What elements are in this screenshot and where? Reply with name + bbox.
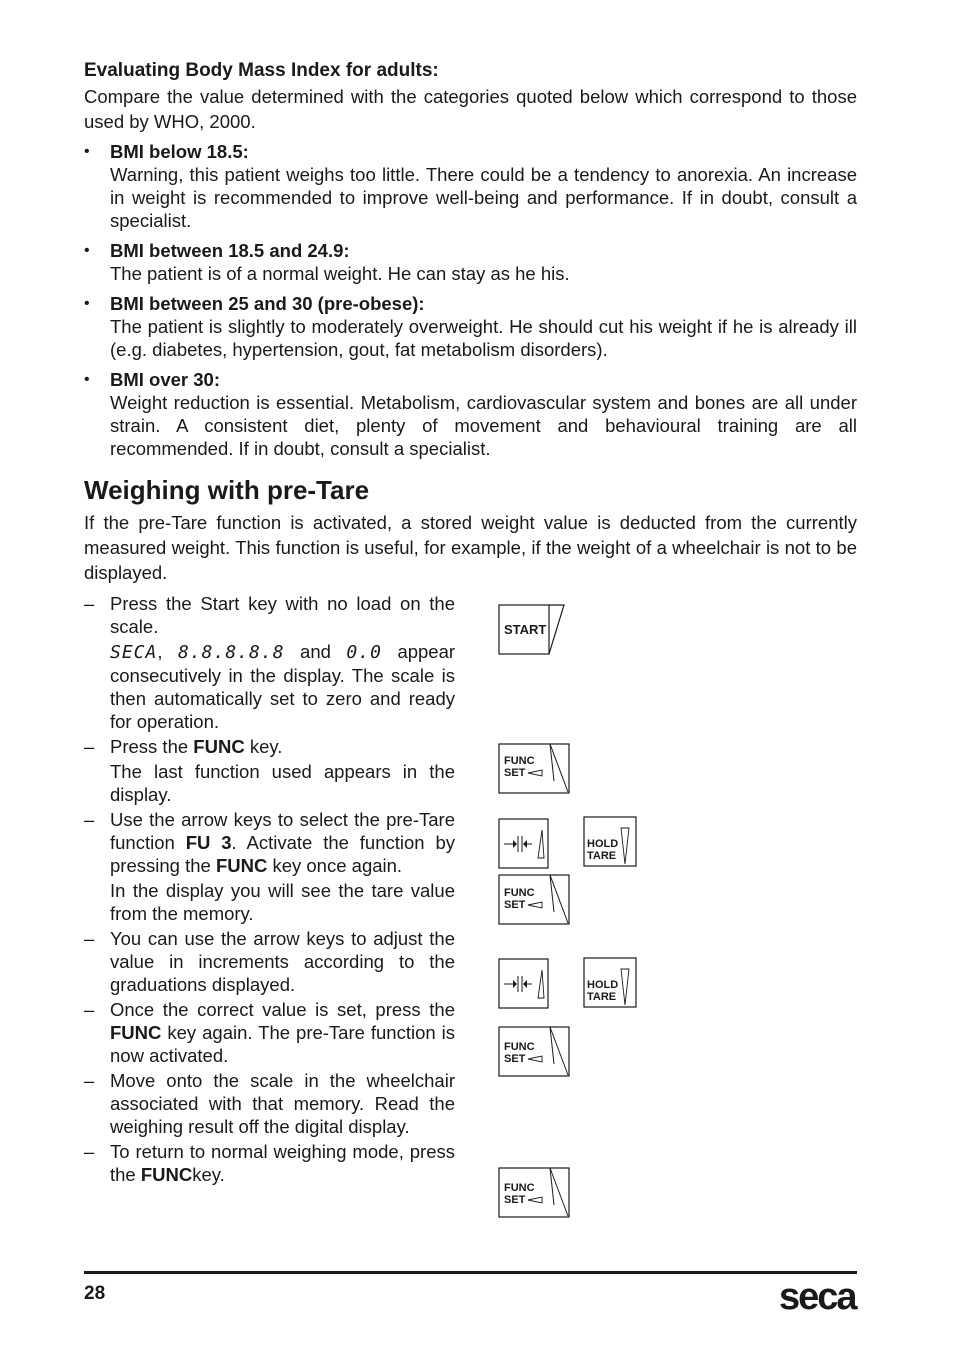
svg-text:TARE: TARE bbox=[587, 850, 617, 862]
svg-text:FUNC: FUNC bbox=[504, 887, 535, 899]
svg-text:TARE: TARE bbox=[587, 991, 617, 1003]
dash: – bbox=[84, 809, 95, 830]
svg-text:FUNC: FUNC bbox=[504, 755, 535, 767]
dash: – bbox=[84, 1141, 95, 1162]
svg-text:HOLD: HOLD bbox=[587, 838, 619, 850]
dash: – bbox=[84, 928, 95, 949]
svg-text:HOLD: HOLD bbox=[587, 979, 619, 991]
bmi-item-label: BMI between 18.5 and 24.9: bbox=[110, 240, 350, 261]
dash: – bbox=[84, 999, 95, 1020]
func-set-key bbox=[498, 743, 570, 795]
bmi-item-text: Weight reduction is essential. Metabolism, cardiovascular system and bones are all under strain. A consistent diet, plenty of movement and behavioural training are all recommended. If in doubt, consult a specialist. bbox=[110, 392, 857, 459]
svg-text:FUNC: FUNC bbox=[504, 1182, 535, 1194]
start-key-label: START bbox=[504, 622, 547, 637]
dash: – bbox=[84, 1070, 95, 1091]
svg-text:SET: SET bbox=[504, 1194, 526, 1206]
bullet: • bbox=[84, 143, 90, 160]
svg-text:SET: SET bbox=[504, 767, 526, 779]
svg-text:SET: SET bbox=[504, 1053, 526, 1065]
page-content bbox=[84, 58, 857, 585]
func-set-key bbox=[498, 874, 570, 926]
bmi-item-text: The patient is of a normal weight. He can stay as he his. bbox=[110, 263, 570, 284]
hold-tare-key bbox=[583, 957, 639, 1009]
pretare-intro: If the pre-Tare function is activated, a stored weight value is deducted from the currently measured weight. This function is useful, for example, if the weight of a wheelchair is not to be displayed. bbox=[84, 512, 857, 583]
dash: – bbox=[84, 736, 95, 757]
arrow-keys bbox=[498, 958, 550, 1010]
page-number: 28 bbox=[84, 1283, 106, 1304]
svg-text:FUNC: FUNC bbox=[504, 1041, 535, 1053]
start-key bbox=[498, 604, 566, 656]
step-3: – Use the arrow keys to select the pre-Tare function FU 3. Activate the function by pressing the FUNC key once again. In the display you will see the tare value from the memory. bbox=[84, 809, 456, 924]
step-7: – To return to normal weighing mode, press the FUNCkey. bbox=[84, 1141, 455, 1185]
bmi-item-label: BMI between 25 and 30 (pre-obese): bbox=[110, 293, 425, 314]
dash: – bbox=[84, 593, 95, 614]
step-text: Press the Start key with no load on the scale. bbox=[110, 593, 455, 637]
bmi-category-list bbox=[84, 140, 857, 460]
list-item bbox=[84, 239, 857, 285]
bmi-item-label: BMI below 18.5: bbox=[110, 141, 249, 162]
lcd-text: 8.8.8.8.8 bbox=[178, 642, 285, 663]
func-set-key bbox=[498, 1167, 570, 1219]
arrow-keys bbox=[498, 818, 550, 870]
list-item bbox=[84, 292, 857, 361]
bmi-item-label: BMI over 30: bbox=[110, 369, 221, 390]
bullet: • bbox=[84, 242, 90, 259]
step-2: – Press the FUNC key. The last function used appears in the display. bbox=[84, 736, 455, 805]
lcd-text: 0.0 bbox=[346, 642, 382, 663]
lcd-text: SECA bbox=[110, 642, 158, 663]
list-item bbox=[84, 368, 857, 460]
step-5: – Once the correct value is set, press the FUNC key again. The pre-Tare function is now activated. bbox=[84, 999, 456, 1066]
instruction-steps bbox=[84, 592, 455, 1188]
step-4: – You can use the arrow keys to adjust the value in increments according to the graduations displayed. bbox=[84, 928, 455, 995]
footer-divider bbox=[84, 1271, 857, 1274]
list-item bbox=[84, 140, 857, 232]
bmi-heading: Evaluating Body Mass Index for adults: bbox=[84, 60, 439, 81]
svg-text:SET: SET bbox=[504, 899, 526, 911]
bullet: • bbox=[84, 371, 90, 388]
bmi-item-text: Warning, this patient weighs too little. There could be a tendency to anorexia. An increase in weight is recommended to improve well-being and performance. If in doubt, consult a specialist. bbox=[110, 164, 857, 231]
bmi-intro: Compare the value determined with the categories quoted below which correspond to those used by WHO, 2000. bbox=[84, 86, 857, 132]
bullet: • bbox=[84, 295, 90, 312]
seca-logo: seca bbox=[779, 1276, 856, 1318]
func-set-key bbox=[498, 1026, 570, 1078]
hold-tare-key bbox=[583, 816, 639, 868]
step-6: – Move onto the scale in the wheelchair associated with that memory. Read the weighing result off the digital display. bbox=[84, 1070, 455, 1137]
section-title: Weighing with pre-Tare bbox=[84, 475, 370, 505]
step-1: – Press the Start key with no load on the scale. SECA, 8.8.8.8.8 and 0.0 appear consecutively in the display. The scale is then automatically set to zero and ready for operation. bbox=[84, 593, 456, 732]
bmi-item-text: The patient is slightly to moderately overweight. He should cut his weight if he is already ill (e.g. diabetes, hypertension, gout, fat metabolism disorders). bbox=[110, 316, 857, 360]
step-text: appear consecutively in the display. The scale is then automatically set to zero and ready for operation. bbox=[110, 641, 456, 732]
